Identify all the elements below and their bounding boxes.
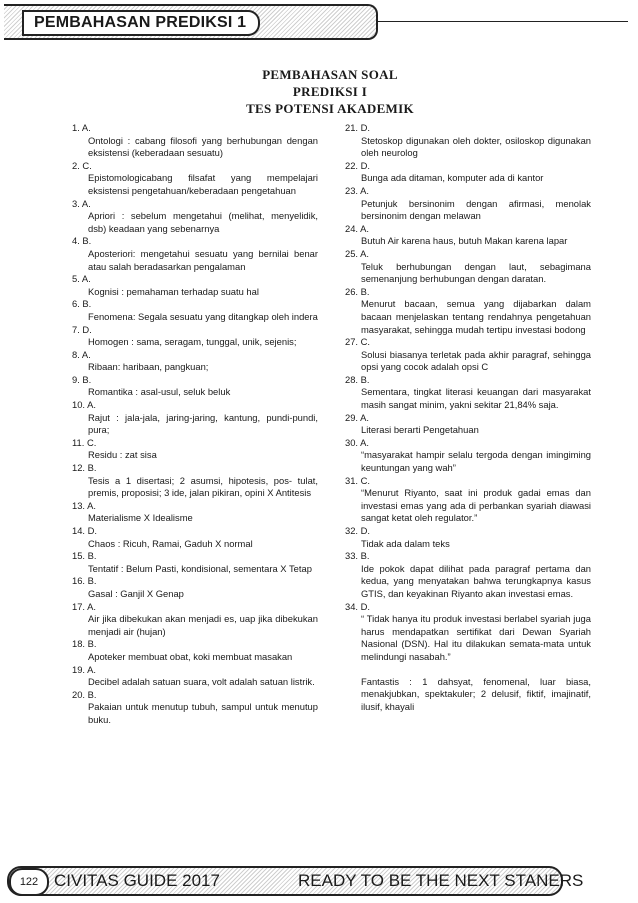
answer-number: 34. D. <box>345 600 371 612</box>
title-line-3: TES POTENSI AKADEMIK <box>246 101 414 116</box>
answer-explanation: “masyarakat hampir selalu tergoda dengan imingiming keuntungan yang wah” <box>361 449 591 474</box>
answer-item-6 <box>72 298 318 323</box>
answer-item-12 <box>72 462 318 500</box>
answer-explanation: Pakaian untuk menutup tubuh, sampul untuk menutup buku. <box>88 701 318 725</box>
answer-item-24 <box>345 223 591 248</box>
answer-item-28 <box>345 374 591 412</box>
answer-explanation: Epistomologicabang filsafat yang mempelajari eksistensi pengetahuan/keberadaan pengetahuan <box>88 172 318 196</box>
answer-number: 25. A. <box>345 247 369 259</box>
answer-item-21 <box>345 122 591 160</box>
answer-explanation: Solusi biasanya terletak pada akhir paragraf, sehingga opsi yang cocok adalah opsi C <box>361 348 591 373</box>
answer-number: 33. B. <box>345 550 370 562</box>
answer-item-14 <box>72 525 318 550</box>
answer-explanation: Butuh Air karena haus, butuh Makan karena lapar <box>361 235 568 247</box>
answer-number: 32. D. <box>345 525 371 536</box>
title-line-1: PEMBAHASAN SOAL <box>262 67 398 82</box>
answer-explanation: “ Tidak hanya itu produk investasi berlabel syariah juga harus mendapatkan sertifikat dari Dewan Syariah Nasional (DSN). Hal itu dilakukan semata-mata untuk melindungi nasabah.” <box>361 613 591 662</box>
answer-explanation: Apoteker membuat obat, koki membuat masakan <box>88 650 293 662</box>
answer-explanation: Chaos : Ricuh, Ramai, Gaduh X normal <box>88 537 253 549</box>
answer-explanation: “Menurut Riyanto, saat ini produk gadai emas dan investasi emas yang ada di perbankan syariah diawasi sangat ketat oleh regulator.” <box>361 487 591 524</box>
answer-item-1 <box>72 122 318 160</box>
answer-explanation: Bunga ada ditaman, komputer ada di kantor <box>361 172 544 184</box>
answer-item-15 <box>72 550 318 575</box>
answer-item-22 <box>345 160 591 185</box>
answer-number: 26. B. <box>345 285 370 297</box>
answer-explanation: Romantika : asal-usul, seluk beluk <box>88 386 231 398</box>
header-rule <box>376 21 628 22</box>
spacer <box>345 664 591 676</box>
answer-item-7 <box>72 324 318 349</box>
answer-item-3 <box>72 198 318 236</box>
answer-explanation: Sementara, tingkat literasi keuangan dari masyarakat masih sangat minim, yakni sekitar 21,84% saja. <box>361 386 591 411</box>
answer-item-23 <box>345 185 591 223</box>
answer-number: 1. A. <box>72 122 91 133</box>
header-label: PEMBAHASAN PREDIKSI 1 <box>22 10 260 36</box>
answer-number: 5. A. <box>72 273 91 285</box>
answer-number: 30. A. <box>345 436 369 448</box>
answer-explanation: Aposteriori: mengetahui sesuatu yang bernilai benar atau salah beradasarkan pengalaman <box>88 247 318 272</box>
answer-number: 2. C. <box>72 159 92 171</box>
vocabulary-note-text: Fantastis : 1 dahsyat, fenomenal, luar biasa, menakjubkan, spektakuler; 2 delusif, fiktif, imajinatif, ilusif, khayali <box>361 675 591 712</box>
left-column <box>72 122 318 727</box>
answer-explanation: Fenomena: Segala sesuatu yang ditangkap oleh indera <box>88 310 318 322</box>
answer-item-2 <box>72 160 318 198</box>
answer-item-29 <box>345 412 591 437</box>
page-title <box>160 66 500 117</box>
answer-item-34 <box>345 601 591 664</box>
answer-number: 14. D. <box>72 525 98 536</box>
answer-item-30 <box>345 437 591 475</box>
answer-item-5 <box>72 273 318 298</box>
footer-book-title: CIVITAS GUIDE 2017 <box>54 871 220 890</box>
answer-explanation: Tentatif : Belum Pasti, kondisional, sementara X Tetap <box>88 562 312 574</box>
answer-explanation: Ribaan: haribaan, pangkuan; <box>88 361 209 373</box>
footer-tagline: READY TO BE THE NEXT STANERS <box>298 871 584 890</box>
answer-number: 8. A. <box>72 348 91 360</box>
answer-item-19 <box>72 664 318 689</box>
answer-explanation: Rajut : jala-jala, jaring-jaring, kantung, pundi-pundi, pura; <box>88 411 318 436</box>
answer-item-31 <box>345 475 591 525</box>
answer-item-11 <box>72 437 318 462</box>
answer-explanation: Literasi berarti Pengetahuan <box>361 424 479 436</box>
right-column <box>345 122 591 713</box>
answer-explanation: Tidak ada dalam teks <box>361 537 450 549</box>
answer-item-10 <box>72 399 318 437</box>
answer-number: 3. A. <box>72 197 91 209</box>
answer-number: 19. A. <box>72 663 96 675</box>
answer-item-26 <box>345 286 591 336</box>
answer-number: 6. B. <box>72 298 92 310</box>
answer-item-4 <box>72 235 318 273</box>
answer-number: 11. C. <box>72 436 97 448</box>
answer-item-8 <box>72 349 318 374</box>
answer-explanation: Kognisi : pemahaman terhadap suatu hal <box>88 285 259 297</box>
answer-number: 18. B. <box>72 638 97 650</box>
answer-number: 13. A. <box>72 499 96 511</box>
answer-explanation: Stetoskop digunakan oleh dokter, osiloskop digunakan oleh neurolog <box>361 134 591 159</box>
answer-explanation: Homogen : sama, seragam, tunggal, unik, sejenis; <box>88 336 297 348</box>
answer-number: 15. B. <box>72 550 97 562</box>
answer-explanation: Ide pokok dapat dilihat pada paragraf pertama dan kedua, yang menyatakan bahwa terungkapnya kasus GTIS, dan keyakinan Riyanto akan investasi emas. <box>361 562 591 599</box>
answer-number: 21. D. <box>345 122 371 133</box>
answer-explanation: Gasal : Ganjil X Genap <box>88 587 184 599</box>
answer-item-32 <box>345 525 591 550</box>
answer-number: 23. A. <box>345 184 369 196</box>
answer-number: 10. A. <box>72 399 96 411</box>
answer-number: 9. B. <box>72 373 92 385</box>
answer-explanation: Residu : zat sisa <box>88 449 157 461</box>
answer-item-27 <box>345 336 591 374</box>
vocabulary-note <box>345 676 591 714</box>
answer-number: 24. A. <box>345 222 369 234</box>
answer-number: 29. A. <box>345 411 369 423</box>
answer-number: 28. B. <box>345 373 370 385</box>
answer-number: 12. B. <box>72 462 97 474</box>
page-number: 122 <box>9 868 49 896</box>
answer-item-9 <box>72 374 318 399</box>
answer-number: 4. B. <box>72 235 92 247</box>
answer-item-18 <box>72 638 318 663</box>
answer-explanation: Tesis a 1 disertasi; 2 asumsi, hipotesis, pos- tulat, premis, proposisi; 3 ide, jalan pikiran, opini X Antitesis <box>88 474 318 499</box>
answer-number: 7. D. <box>72 323 92 335</box>
answer-item-17 <box>72 601 318 639</box>
answer-number: 22. D. <box>345 159 371 171</box>
answer-number: 16. B. <box>72 575 97 587</box>
answer-explanation: Teluk berhubungan dengan laut, sebagimana semenanjung berhubungan dengan daratan. <box>361 260 591 285</box>
answer-number: 27. C. <box>345 336 371 348</box>
answer-number: 17. A. <box>72 600 96 612</box>
answer-number: 31. C. <box>345 474 371 486</box>
answer-number: 20. B. <box>72 688 97 700</box>
answer-explanation: Petunjuk bersinonim dengan afirmasi, menolak bersinonim dengan melawan <box>361 197 591 222</box>
answer-explanation: Apriori : sebelum mengetahui (melihat, menyelidik, dsb) keadaan yang sebenarnya <box>88 210 318 234</box>
answer-explanation: Air jika dibekukan akan menjadi es, uap jika dibekukan menjadi air (hujan) <box>88 613 318 637</box>
answer-item-20 <box>72 689 318 727</box>
answer-item-33 <box>345 550 591 600</box>
answer-explanation: Materialisme X Idealisme <box>88 512 193 524</box>
title-line-2: PREDIKSI I <box>292 84 368 99</box>
answer-item-16 <box>72 575 318 600</box>
answer-item-25 <box>345 248 591 286</box>
answer-explanation: Ontologi : cabang filosofi yang berhubungan dengan eksistensi (keberadaan sesuatu) <box>88 134 318 159</box>
answer-explanation: Decibel adalah satuan suara, volt adalah satuan listrik. <box>88 676 315 688</box>
answer-explanation: Menurut bacaan, semua yang dijabarkan dalam bacaan menjelaskan tentang rendahnya pengetahuan masyarakat, sehingga mudah tertipu investasi bodong <box>361 298 591 335</box>
answer-item-13 <box>72 500 318 525</box>
